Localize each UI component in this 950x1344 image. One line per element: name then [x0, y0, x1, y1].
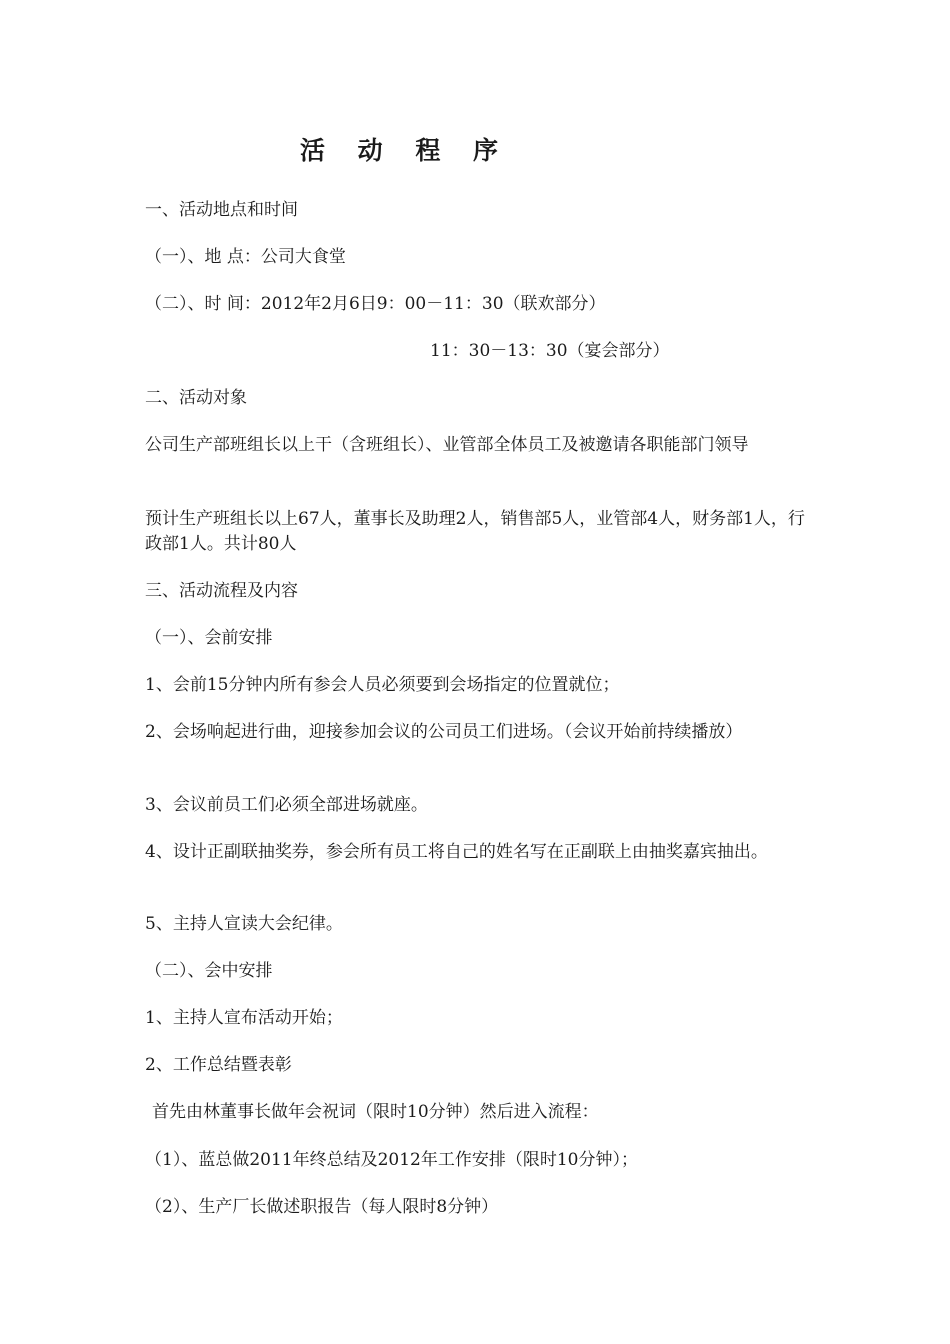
- section-heading-1: 一、活动地点和时间: [145, 200, 298, 220]
- document-title: 活 动 程 序: [299, 136, 511, 165]
- list-item: 4、设计正副联抽奖券，参会所有员工将自己的姓名写在正副联上由抽奖嘉宾抽出。: [145, 842, 768, 862]
- subsection-in-meeting: （二）、会中安排: [145, 961, 273, 981]
- location-line: （一）、地 点：公司大食堂: [145, 247, 346, 267]
- section-heading-3: 三、活动流程及内容: [145, 581, 298, 601]
- participants-paragraph: 公司生产部班组长以上干（含班组长）、业管部全体员工及被邀请各职能部门领导: [145, 435, 749, 455]
- list-item: 3、会议前员工们必须全部进场就座。: [145, 795, 428, 815]
- list-item: 2、会场响起进行曲，迎接参加会议的公司员工们进场。（会议开始前持续播放）: [145, 722, 743, 742]
- list-item: 5、主持人宣读大会纪律。: [145, 914, 343, 934]
- list-item: 1、主持人宣布活动开始；: [145, 1008, 343, 1028]
- subsection-pre-meeting: （一）、会前安排: [145, 628, 273, 648]
- list-item: （2）、生产厂长做述职报告（每人限时8分钟）: [145, 1197, 499, 1217]
- time-line-2: 11：30－13：30（宴会部分）: [430, 341, 670, 361]
- list-item: 1、会前15分钟内所有参会人员必须要到会场指定的位置就位；: [145, 675, 620, 695]
- list-item: （1）、蓝总做2011年终总结及2012年工作安排（限时10分钟）；: [145, 1150, 638, 1170]
- headcount-paragraph: 预计生产班组长以上67人，董事长及助理2人，销售部5人，业管部4人，财务部1人，行政部1人。共计80人: [145, 509, 805, 554]
- section-heading-2: 二、活动对象: [145, 388, 247, 408]
- list-item: 首先由林董事长做年会祝词（限时10分钟）然后进入流程：: [152, 1102, 599, 1122]
- time-line-1: （二）、时 间：2012年2月6日9：00－11：30（联欢部分）: [145, 294, 606, 314]
- list-item: 2、工作总结暨表彰: [145, 1055, 292, 1075]
